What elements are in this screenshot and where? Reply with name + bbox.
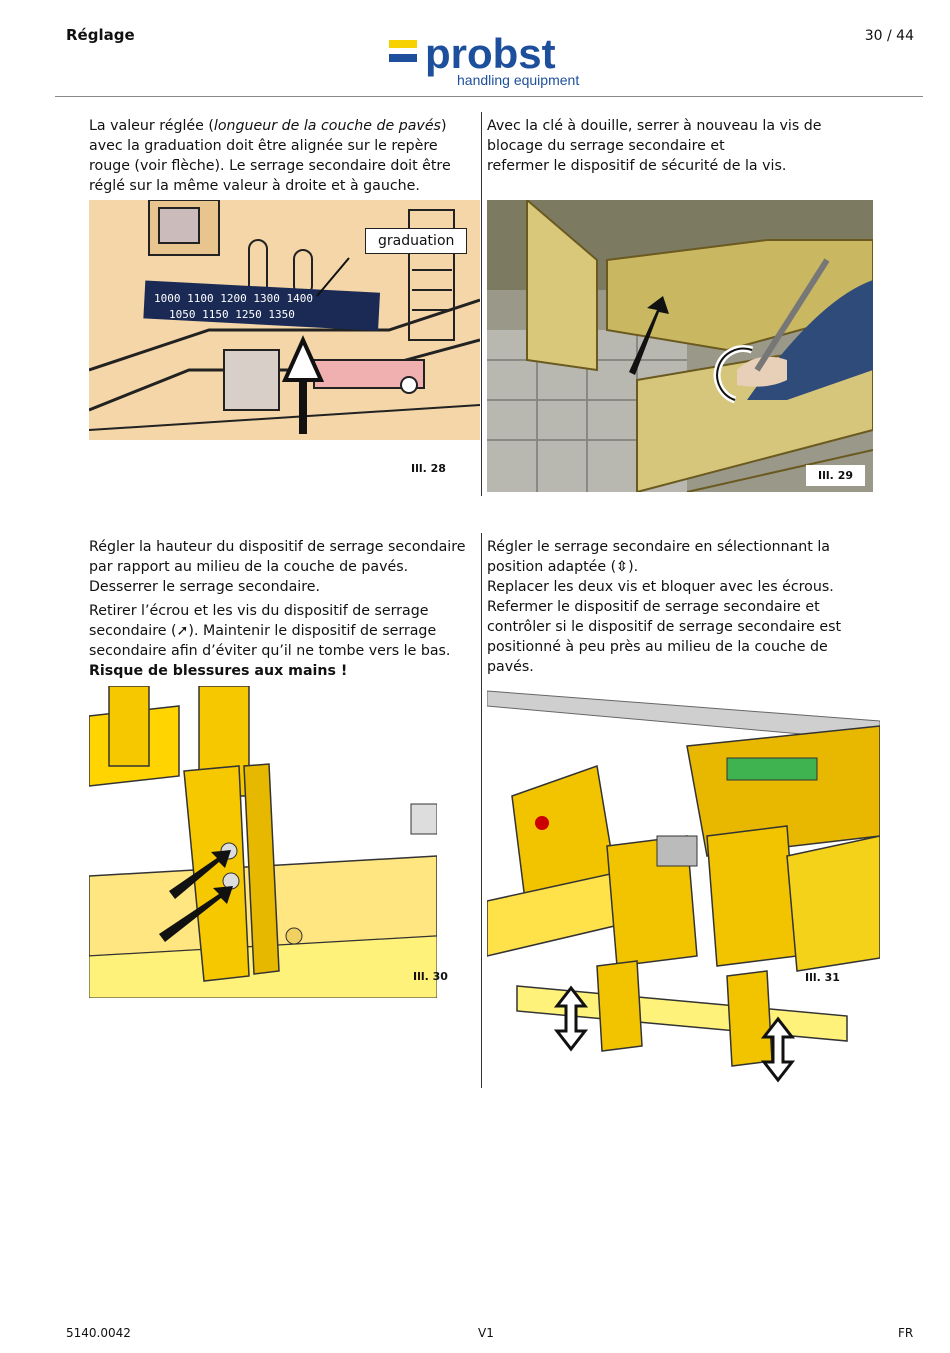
instruction-4-line2: Replacer les deux vis et bloquer avec les écrous. — [487, 579, 834, 595]
column-divider-bottom — [481, 533, 482, 1088]
page-number: 30 / 44 — [864, 28, 914, 44]
logo-brand: probst — [425, 30, 556, 77]
instruction-text-1 — [89, 116, 474, 196]
column-divider-top — [481, 112, 482, 496]
figure-label-29: Ill. 29 — [806, 465, 865, 486]
figure-ill-30 — [89, 686, 437, 998]
figure-label-30: Ill. 30 — [413, 970, 448, 983]
instruction-3-para2-pre: Retirer l’écrou et les vis du dispositif de serrage secondaire ( — [89, 603, 429, 639]
instruction-text-2 — [487, 116, 877, 176]
logo-tagline: handling equipment — [457, 72, 580, 88]
instruction-3-para2-post: ). Maintenir le dispositif de serrage secondaire afin d’éviter qu’il ne tombe vers le bas. — [89, 623, 451, 659]
instruction-4-line1-post: ). — [628, 559, 639, 575]
document-language: FR — [898, 1326, 914, 1340]
probst-logo — [385, 30, 605, 92]
scale-bottom-labels: 1050 1150 1250 1350 — [169, 308, 295, 321]
figure-ill-29 — [487, 200, 873, 492]
scale-top-labels: 1000 1100 1200 1300 1400 — [154, 292, 313, 305]
instruction-3-para1: Régler la hauteur du dispositif de serrage secondaire par rapport au milieu de la couche de pavés. Desserrer le serrage secondaire. — [89, 539, 466, 595]
instruction-1-post: ) avec la graduation doit être alignée sur le repère rouge (voir flèche). Le serrage secondaire doit être réglé sur la même valeur à droite et à gauche. — [89, 118, 451, 194]
graduation-callout: graduation — [365, 228, 467, 254]
logo-blue-bar — [389, 54, 417, 62]
instruction-1-pre: La valeur réglée ( — [89, 118, 214, 134]
instruction-1-italic: longueur de la couche de pavés — [213, 118, 441, 134]
document-number: 5140.0042 — [66, 1326, 131, 1340]
instruction-4-line3: Refermer le dispositif de serrage secondaire et contrôler si le dispositif de serrage secondaire est positionné à peu près au milieu de la couche de pavés. — [487, 599, 842, 675]
section-title: Réglage — [66, 26, 135, 44]
warning-text: Risque de blessures aux mains ! — [89, 663, 348, 679]
instruction-3-para2 — [89, 601, 477, 661]
header-divider — [55, 96, 923, 97]
instruction-text-3 — [89, 537, 477, 681]
instruction-text-4 — [487, 537, 877, 677]
instruction-2-line2: refermer le dispositif de sécurité de la vis. — [487, 158, 787, 174]
instruction-4-line1-pre: Régler le serrage secondaire en sélectionnant la position adaptée ( — [487, 539, 830, 575]
logo-yellow-bar — [389, 40, 417, 48]
document-version: V1 — [478, 1326, 494, 1340]
instruction-2-line1: Avec la clé à douille, serrer à nouveau la vis de blocage du serrage secondaire et — [487, 118, 822, 154]
up-down-arrow-icon: ⇳ — [616, 559, 629, 575]
figure-label-28: Ill. 28 — [411, 462, 446, 475]
instruction-4-line1 — [487, 537, 877, 577]
arrow-ne-icon: ➚ — [176, 623, 189, 639]
figure-label-31: Ill. 31 — [805, 971, 840, 984]
figure-ill-28 — [89, 200, 480, 440]
figure-ill-31 — [487, 686, 880, 1086]
